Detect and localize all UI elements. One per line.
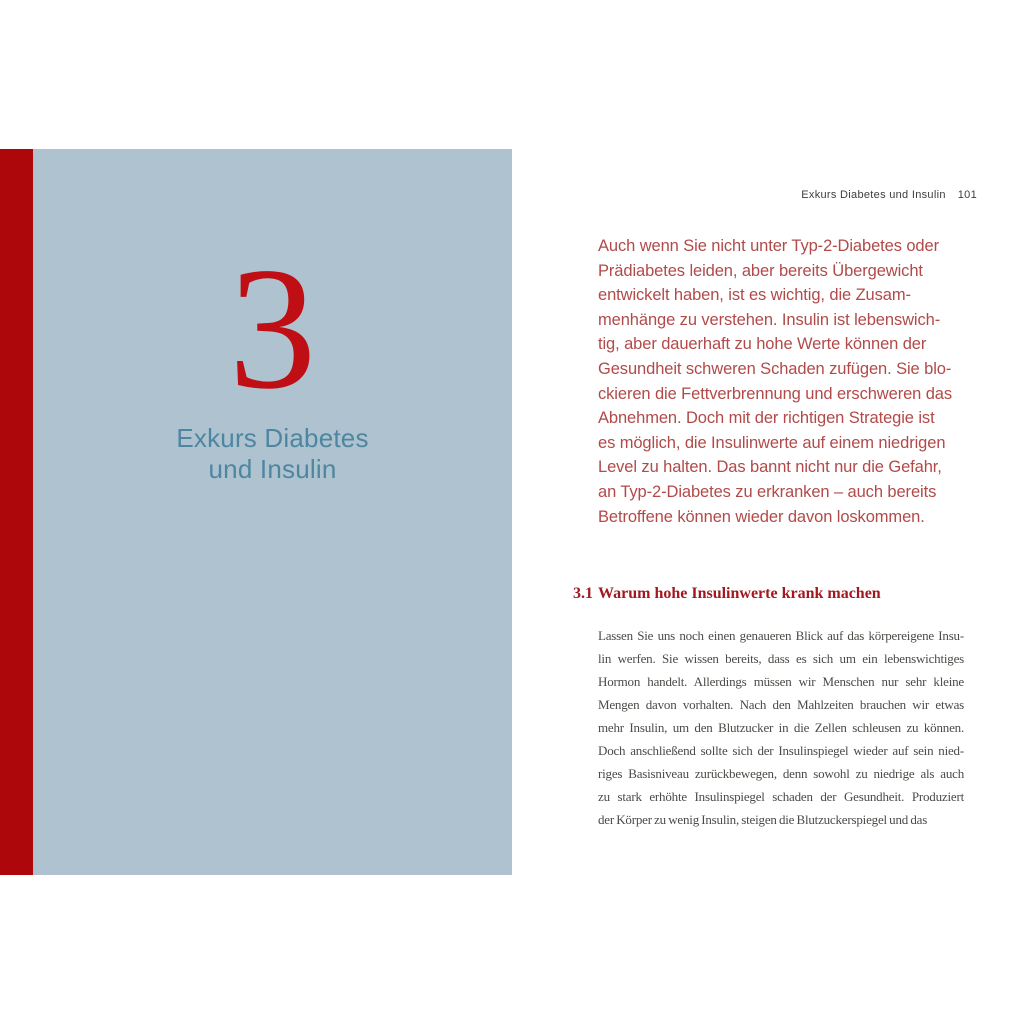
intro-line: menhänge zu verstehen. Insulin ist lebenswich- — [598, 310, 941, 329]
intro-line: Gesundheit schweren Schaden zufügen. Sie blo- — [598, 359, 952, 378]
body-line: zu stark erhöhte Insulinspiegel schaden der Gesundheit. Produziert — [598, 789, 964, 804]
body-paragraph — [598, 624, 964, 831]
spine-accent-stripe — [0, 149, 33, 875]
chapter-number: 3 — [228, 231, 317, 425]
running-head — [512, 189, 977, 201]
intro-line: Abnehmen. Doch mit der richtigen Strategie ist — [598, 409, 935, 428]
intro-line: es möglich, die Insulinwerte auf einem niedrigen — [598, 433, 946, 452]
body-line: mehr Insulin, um den Blutzucker in die Zellen schleusen zu können. — [598, 720, 964, 735]
running-head-title: Exkurs Diabetes und Insulin — [801, 189, 946, 201]
body-line: Hormon handelt. Allerdings müssen wir Menschen nur sehr kleine — [598, 674, 964, 689]
chapter-title — [33, 423, 512, 485]
page-number: 101 — [957, 189, 977, 201]
intro-line: tig, aber dauerhaft zu hohe Werte können der — [598, 335, 927, 354]
intro-line: Prädiabetes leiden, aber bereits Übergewicht — [598, 261, 923, 280]
section-title: Warum hohe Insulinwerte krank machen — [598, 585, 881, 602]
body-line: Mengen davon vorhalten. Nach den Mahlzeiten brauchen wir etwas — [598, 697, 964, 712]
section-heading — [573, 585, 881, 603]
section-number: 3.1 — [573, 585, 593, 602]
body-line: riges Basisniveau zurückbewegen, denn sowohl zu niedrige als auch — [598, 766, 964, 781]
intro-line: ckieren die Fettverbrennung und erschweren das — [598, 384, 953, 403]
intro-paragraph — [598, 234, 952, 529]
body-line: Lassen Sie uns noch einen genaueren Blick auf das körpereigene Insu- — [598, 628, 964, 643]
intro-line: entwickelt haben, ist es wichtig, die Zusam- — [598, 286, 911, 305]
intro-line: an Typ-2-Diabetes zu erkranken – auch bereits — [598, 482, 937, 501]
body-line: der Körper zu wenig Insulin, steigen die Blutzuckerspiegel und das — [598, 812, 928, 827]
chapter-title-line-2: und Insulin — [208, 454, 337, 484]
body-line: lin werfen. Sie wissen bereits, dass es sich um ein lebenswichtiges — [598, 651, 964, 666]
chapter-opener-panel — [33, 149, 512, 875]
intro-line: Auch wenn Sie nicht unter Typ-2-Diabetes oder — [598, 237, 939, 255]
body-line: Doch anschließend sollte sich der Insulinspiegel wieder auf sein nied- — [598, 743, 964, 758]
chapter-title-line-1: Exkurs Diabetes — [176, 423, 369, 453]
intro-line: Level zu halten. Das bannt nicht nur die Gefahr, — [598, 458, 942, 477]
intro-line: Betroffene können wieder davon loskommen. — [598, 507, 925, 526]
